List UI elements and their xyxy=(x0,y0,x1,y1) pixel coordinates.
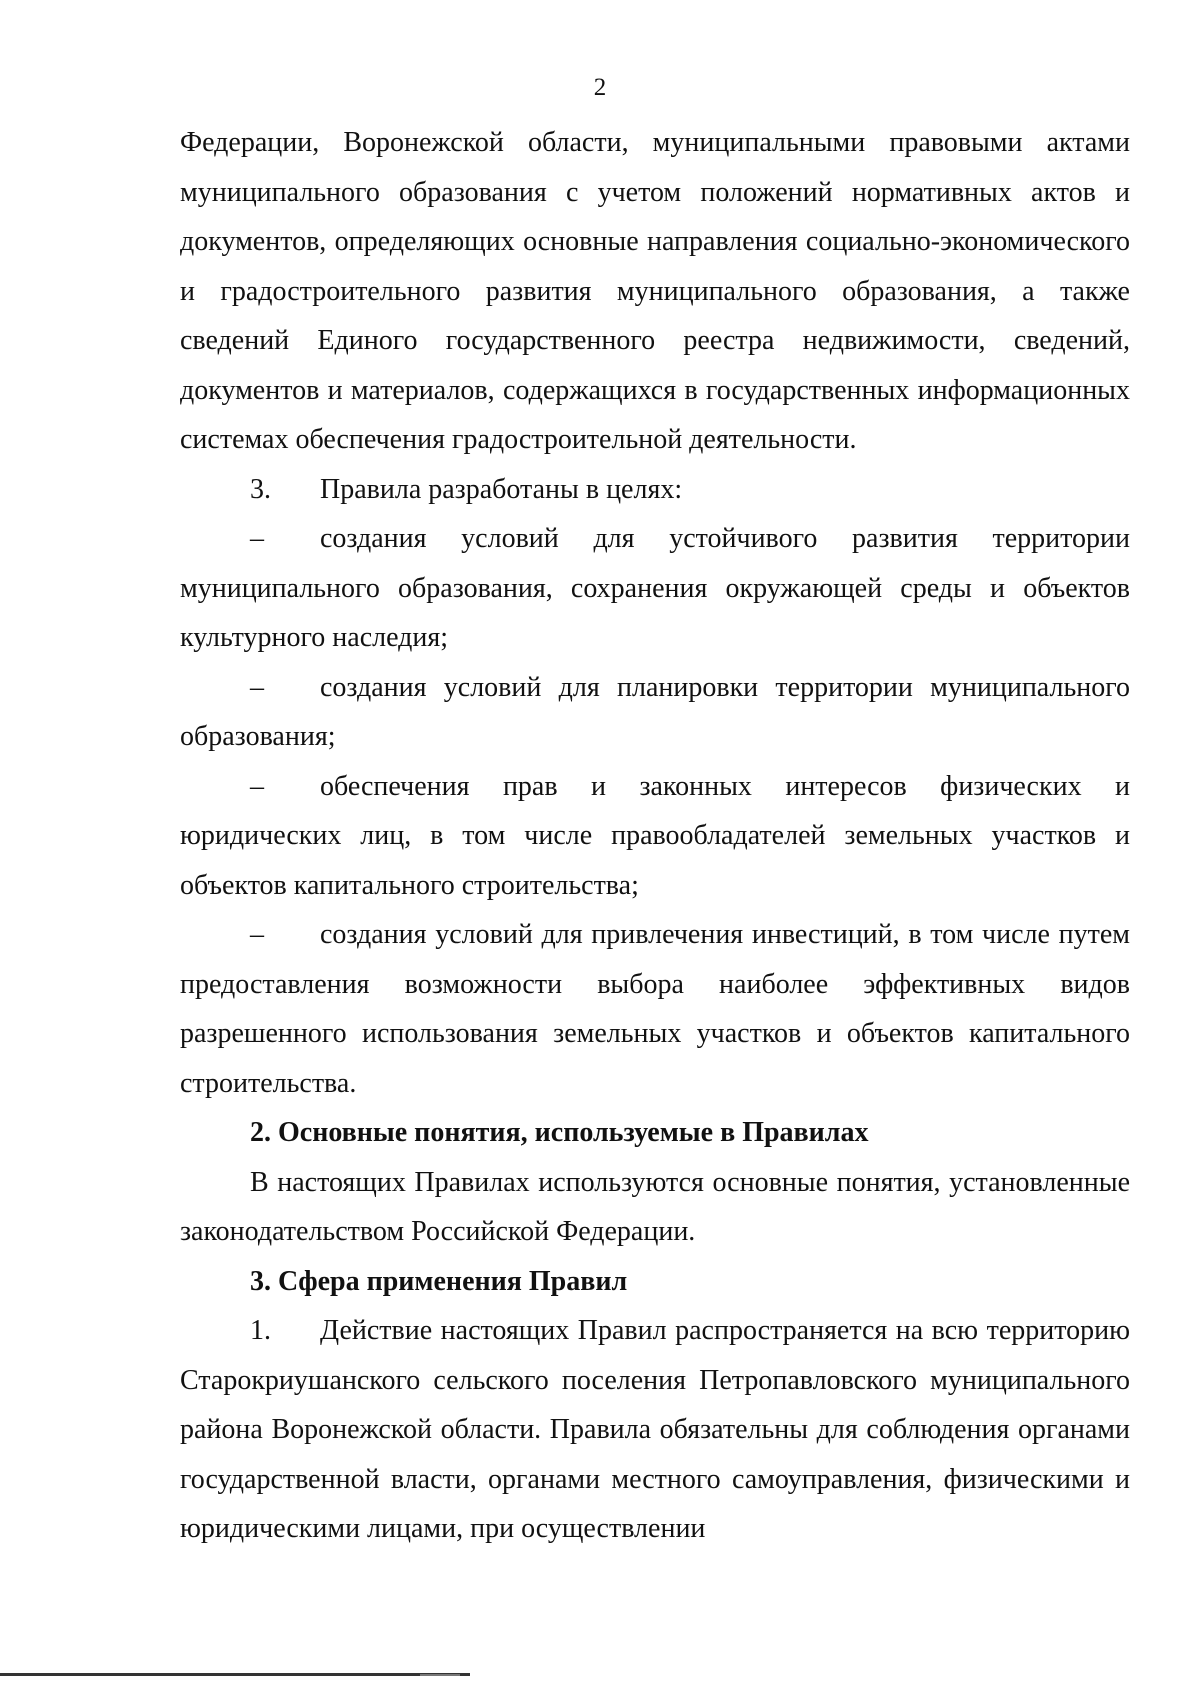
item-text: Действие настоящих Правил распространяется на всю территорию Старокриушанского сельского поселения Петропавловского муниципального района Воронежской области. Правила обязательны для соблюдения органами государственной власти, органами местного самоуправления, физическими и юридическими лицами, при осуществлении xyxy=(180,1315,1130,1544)
bullet-item xyxy=(180,762,1130,911)
dash-marker: – xyxy=(250,523,264,554)
section-3-item-1 xyxy=(180,1306,1130,1554)
item-number: 1. xyxy=(250,1315,271,1346)
dash-marker: – xyxy=(250,770,264,802)
document-body xyxy=(180,118,1130,1554)
bullet-item xyxy=(180,514,1130,663)
bullet-text: обеспечения прав и законных интересов физических и юридических лиц, в том числе правообладателей земельных участков и объектов капитального строительства; xyxy=(180,770,1130,901)
dash-marker: – xyxy=(250,671,264,703)
item-text: Правила разработаны в целях: xyxy=(320,473,683,505)
bullet-text: создания условий для привлечения инвестиций, в том числе путем предоставления возможности выбора наиболее эффективных видов разрешенного использования земельных участков и объектов капитального строительства. xyxy=(180,919,1130,1099)
bottom-rule-mark xyxy=(420,1674,460,1676)
bullet-item xyxy=(180,910,1130,1108)
bullet-item xyxy=(180,663,1130,762)
section-heading-2: 2. Основные понятия, используемые в Правилах xyxy=(250,1117,869,1148)
paragraph-continuation: Федерации, Воронежской области, муниципальными правовыми актами муниципального образования с учетом положений нормативных актов и документов, определяющих основные направления социально-экономического и градостроительного развития муниципального образования, а также сведений Единого государственного реестра недвижимости, сведений, документов и материалов, содержащихся в государственных информационных системах обеспечения градостроительной деятельности. xyxy=(180,127,1130,455)
item-number: 3. xyxy=(250,473,271,505)
section-2-text: В настоящих Правилах используются основные понятия, установленные законодательством Российской Федерации. xyxy=(180,1166,1130,1247)
section-heading-3: 3. Сфера применения Правил xyxy=(250,1265,628,1297)
page-number: 2 xyxy=(593,74,607,101)
bottom-rule xyxy=(0,1673,470,1676)
dash-marker: – xyxy=(250,919,264,950)
list-item-3 xyxy=(180,465,1130,515)
bullet-text: создания условий для планировки территории муниципального образования; xyxy=(180,671,1130,752)
bullet-text: создания условий для устойчивого развития территории муниципального образования, сохранения окружающей среды и объектов культурного наследия; xyxy=(180,523,1130,653)
